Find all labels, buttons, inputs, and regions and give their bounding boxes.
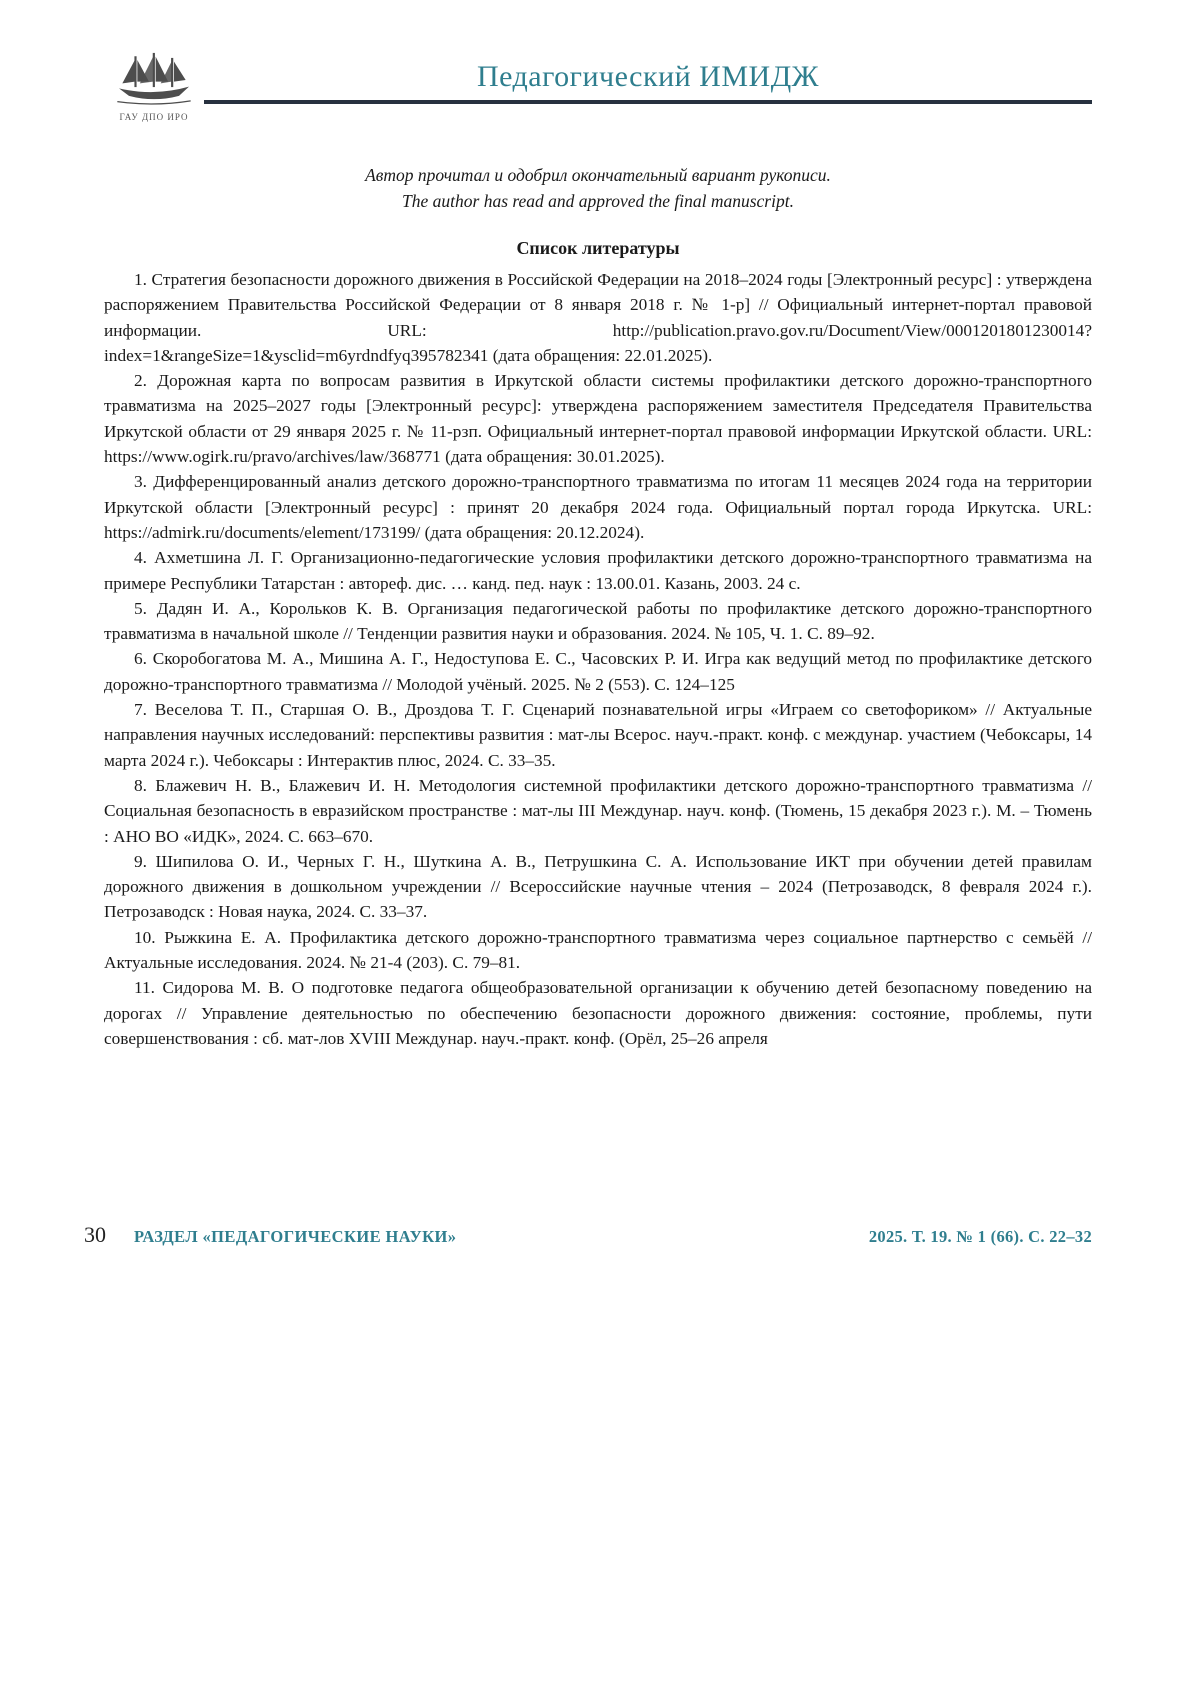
journal-logo xyxy=(104,50,204,122)
header-title-block xyxy=(204,50,1092,104)
references-list xyxy=(104,267,1092,1051)
references-heading: Список литературы xyxy=(516,238,680,258)
logo-caption: ГАУ ДПО ИРО xyxy=(119,112,189,122)
reference-item: 1. Стратегия безопасности дорожного движения в Российской Федерации на 2018–2024 годы [Электронный ресурс] : утверждена распоряжением Правительства Российской Федерации от 8 января 2018 г. № 1-р] // Официальный интернет-портал правовой информации. URL: http://publication.pravo.gov.ru/Document/View/0001201801230014?index=1&rangeSize=1&ysclid=m6yrdndfyq395782341 (дата обращения: 22.01.2025). xyxy=(104,270,1092,365)
page-footer xyxy=(84,1222,1092,1248)
page-header xyxy=(104,50,1092,122)
reference-item: 4. Ахметшина Л. Г. Организационно-педагогические условия профилактики детского дорожно-транспортного травматизма на примере Республики Татарстан : автореф. дис. … канд. пед. наук : 13.00.01. Казань, 2003. 24 с. xyxy=(104,548,1092,593)
manuscript-note-ru: Автор прочитал и одобрил окончательный вариант рукописи. xyxy=(365,165,831,185)
reference-item: 9. Шипилова О. И., Черных Г. Н., Шуткина А. В., Петрушкина С. А. Использование ИКТ при обучении детей правилам дорожного движения в дошкольном учреждении // Всероссийские научные чтения – 2024 (Петрозаводск, 8 февраля 2024 г.). Петрозаводск : Новая наука, 2024. С. 33–37. xyxy=(104,851,1092,922)
sailing-ship-icon xyxy=(104,50,204,110)
section-label: РАЗДЕЛ «ПЕДАГОГИЧЕСКИЕ НАУКИ» xyxy=(134,1227,457,1246)
page-number: 30 xyxy=(84,1222,106,1247)
reference-item: 6. Скоробогатова М. А., Мишина А. Г., Недоступова Е. С., Часовских Р. И. Игра как ведущий метод по профилактике детского дорожно-транспортного травматизма // Молодой учёный. 2025. № 2 (553). С. 124–125 xyxy=(104,649,1092,694)
reference-item: 7. Веселова Т. П., Старшая О. В., Дроздова Т. Г. Сценарий познавательной игры «Играем со светофориком» // Актуальные направления научных исследований: перспективы развития : мат-лы Всерос. науч.-практ. конф. с междунар. участием (Чебоксары, 14 марта 2024 г.). Чебоксары : Интерактив плюс, 2024. С. 33–35. xyxy=(104,700,1092,770)
issue-info: 2025. Т. 19. № 1 (66). С. 22–32 xyxy=(868,1227,1092,1246)
reference-item: 3. Дифференцированный анализ детского дорожно-транспортного травматизма по итогам 11 месяцев 2024 года на территории Иркутской области [Электронный ресурс] : принят 20 декабря 2024 года. Официальный портал города Иркутска. URL: https://admirk.ru/documents/element/173199/ (дата обращения: 20.12.2024). xyxy=(104,472,1092,542)
reference-item: 10. Рыжкина Е. А. Профилактика детского дорожно-транспортного травматизма через социальное партнерство с семьёй // Актуальные исследования. 2024. № 21-4 (203). С. 79–81. xyxy=(104,927,1092,973)
manuscript-note xyxy=(104,162,1092,214)
reference-item: 5. Дадян И. А., Корольков К. В. Организация педагогической работы по профилактике детского дорожно-транспортного травматизма в начальной школе // Тенденции развития науки и образования. 2024. № 105, Ч. 1. С. 89–92. xyxy=(104,598,1092,644)
reference-item: 11. Сидорова М. В. О подготовке педагога общеобразовательной организации к обучению детей безопасному поведению на дорогах // Управление деятельностью по обеспечению безопасности дорожного движения: состояние, проблемы, пути совершенствования : сб. мат-лов XVIII Междунар. науч.-практ. конф. (Орёл, 25–26 апреля xyxy=(104,978,1092,1048)
manuscript-note-en: The author has read and approved the final manuscript. xyxy=(402,191,794,211)
reference-item: 2. Дорожная карта по вопросам развития в Иркутской области системы профилактики детского дорожно-транспортного травматизма на 2025–2027 годы [Электронный ресурс]: утверждена распоряжением заместителя Председателя Правительства Иркутской области от 29 января 2025 г. № 11-рзп. Официальный интернет-портал правовой информации Иркутской области. URL: https://www.ogirk.ru/pravo/archives/law/368771 (дата обращения: 30.01.2025). xyxy=(104,371,1092,467)
header-rule xyxy=(204,100,1092,104)
reference-item: 8. Блажевич Н. В., Блажевич И. Н. Методология системной профилактики детского дорожно-транспортного травматизма // Социальная безопасность в евразийском пространстве : мат-лы III Междунар. науч. конф. (Тюмень, 15 декабря 2023 г.). М. – Тюмень : АНО ВО «ИДК», 2024. С. 663–670. xyxy=(104,775,1092,846)
journal-title: Педагогический ИМИДЖ xyxy=(476,60,820,93)
